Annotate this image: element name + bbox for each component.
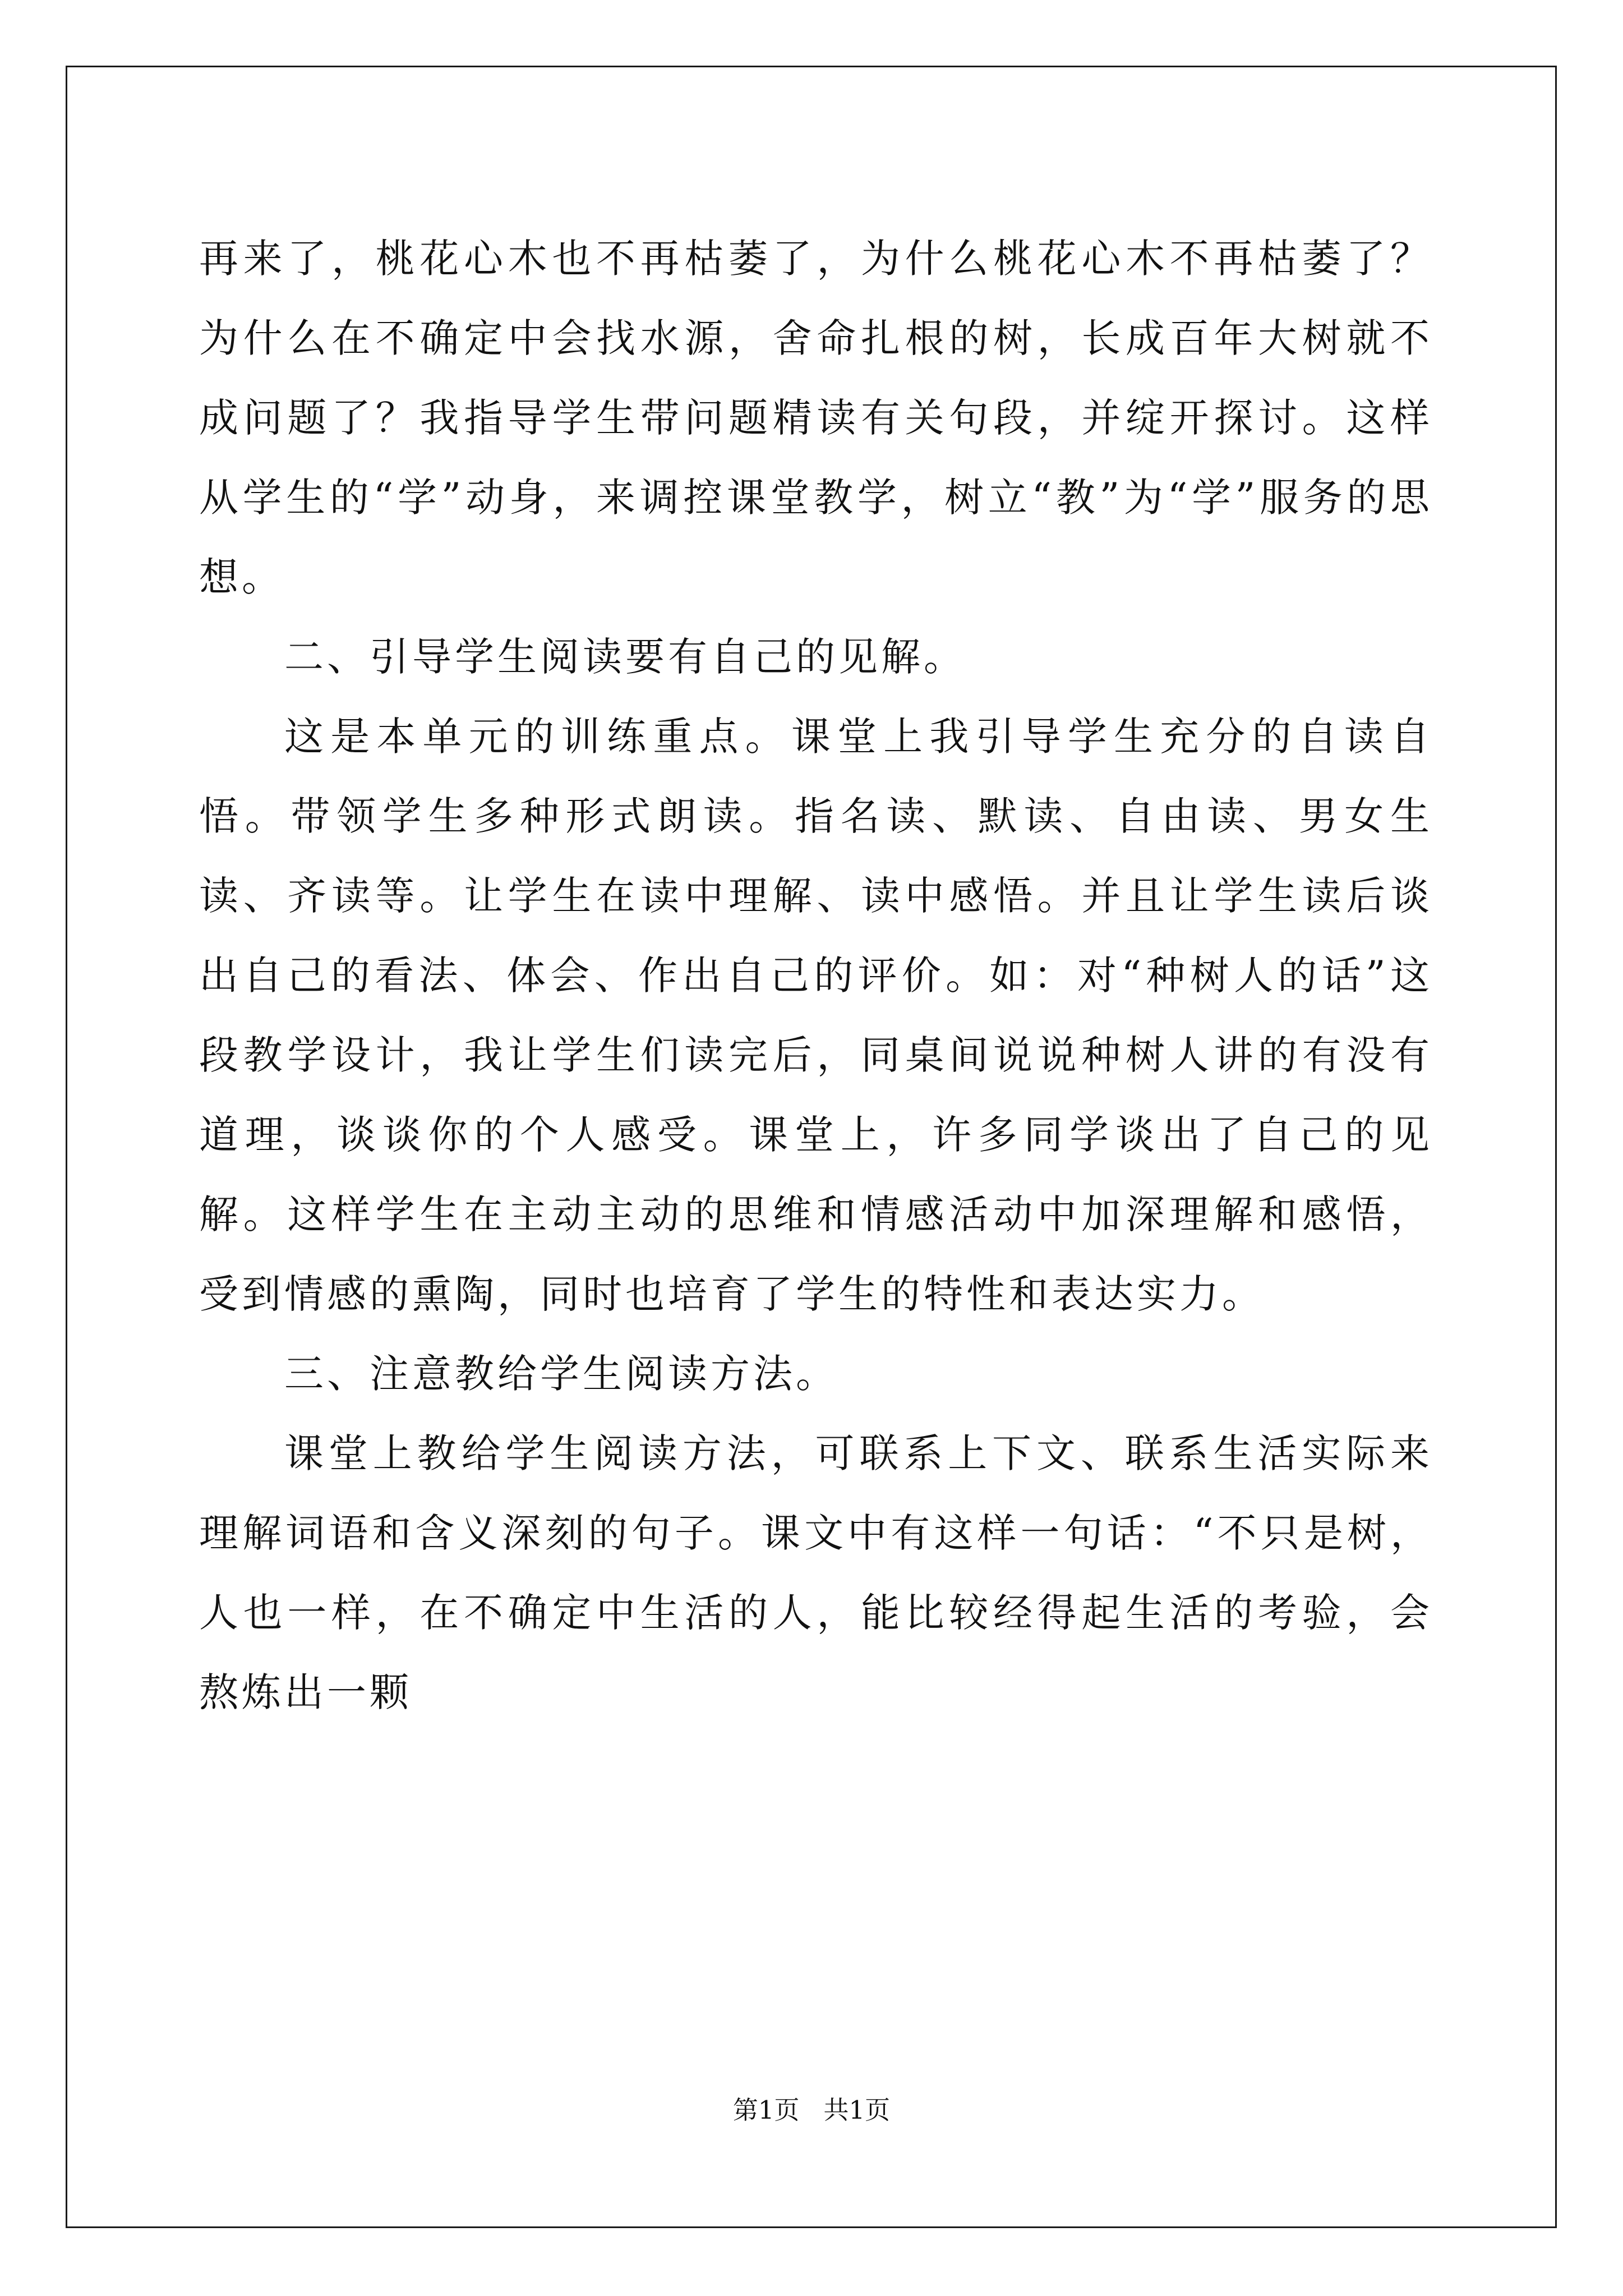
paragraph-reading-views: 这是本单元的训练重点。课堂上我引导学生充分的自读自悟。带领学生多种形式朗读。指名读、默读、自由读、男女生读、齐读等。让学生在读中理解、读中感悟。并且让学生读后谈出自己的看法、体会、作出自己的评价。如：对“种树人的话”这段教学设计，我让学生们读完后，同桌间说说种树人讲的有没有道理，谈谈你的个人感受。课堂上，许多同学谈出了自己的见解。这样学生在主动主动的思维和情感活动中加深理解和感悟，受到情感的熏陶，同时也培育了学生的特性和表达实力。: [199, 714, 1433, 1317]
paragraph-reading-methods: 课堂上教给学生阅读方法，可联系上下文、联系生活实际来理解词语和含义深刻的句子。课文中有这样一句话：“不只是树，人也一样，在不确定中生活的人，能比较经得起生活的考验，会熬炼出一颗: [199, 1430, 1433, 1715]
section-heading-three: 三、注意教给学生阅读方法。: [284, 1351, 838, 1397]
section-heading-two: 二、引导学生阅读要有自己的见解。: [284, 634, 966, 680]
document-body: [199, 219, 1433, 1732]
page-number-footer: 第1页 共1页: [732, 2095, 891, 2125]
paragraph-continued: 再来了，桃花心木也不再枯萎了，为什么桃花心木不再枯萎了？为什么在不确定中会找水源，舍命扎根的树，长成百年大树就不成问题了？我指导学生带问题精读有关句段，并绽开探讨。这样从学生的“学”动身，来调控课堂教学，树立“教”为“学”服务的思想。: [199, 236, 1433, 600]
